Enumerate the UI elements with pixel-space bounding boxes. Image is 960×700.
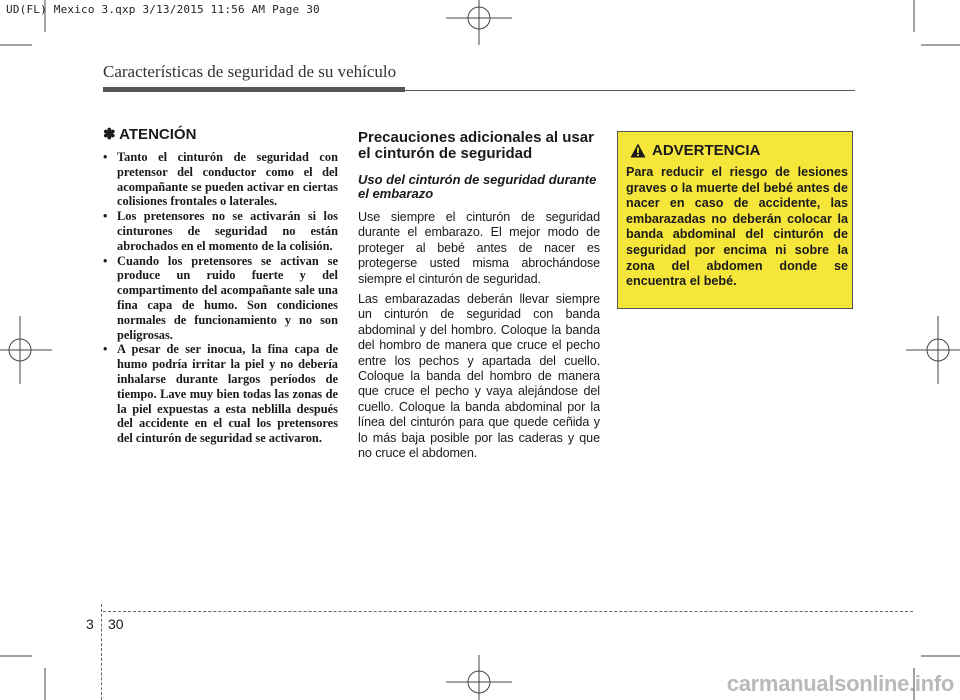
chapter-number: 3: [86, 616, 94, 632]
list-item: • Los pretensores no se activarán si los cinturones de seguridad no están abrochados en el momento de la colisión.: [103, 209, 338, 253]
registration-mark-top: [446, 0, 512, 45]
precautions-section: [358, 130, 600, 467]
precautions-heading: Precauciones adicionales al usar el cinturón de seguridad: [358, 129, 594, 162]
list-item: • Cuando los pretensores se activan se produce un ruido fuerte y del compartimento del acompañante sale una fina capa de humo. Son condiciones normales de funcionamiento y no son peligrosas.: [103, 253, 338, 342]
attention-heading: ✽ ATENCIÓN: [103, 126, 197, 143]
warning-text: Para reducir el riesgo de lesiones graves o la muerte del bebé antes de nacer en caso de accidente, las embarazadas no deberán colocar la banda abdominal del cinturón de seguridad por encima ni sobre la zona del abdomen donde se encuentra el bebé.: [626, 165, 848, 289]
header-rule-accent: [103, 87, 405, 92]
pregnancy-subheading: Uso del cinturón de seguridad durante el embarazo: [358, 172, 597, 201]
footer-separator: [101, 604, 102, 700]
bullet-icon: •: [103, 342, 108, 357]
site-watermark: carmanualsonline.info: [726, 671, 954, 696]
list-item: • A pesar de ser inocua, la fina capa de humo podría irritar la piel y no debería inhalarse durante largos períodos de tiempo. Lave muy bien todas las zonas de la piel expuestas a esta neblilla después del accidente en el cual los pretensores del cinturón de seguridad se activaron.: [103, 342, 338, 446]
footer-rule: [103, 611, 913, 612]
registration-mark-bottom: [446, 655, 512, 700]
registration-mark-right: [906, 316, 960, 384]
list-item: • Tanto el cinturón de seguridad con pretensor del conductor como el del acompañante se pueden activar en ciertas colisiones frontales o laterales.: [103, 150, 338, 209]
bullet-icon: •: [103, 209, 108, 224]
paragraph: Use siempre el cinturón de seguridad durante el embarazo. El mejor modo de proteger al bebé antes de nacer es protegerse usted misma abrochándose siempre el cinturón de seguridad.: [358, 210, 600, 286]
page-number: 30: [108, 616, 124, 632]
warning-triangle-icon: [630, 143, 646, 158]
registration-mark-left: [0, 316, 52, 384]
warning-box: [617, 131, 853, 309]
bullet-icon: •: [103, 253, 108, 268]
section-header-title: Características de seguridad de su vehículo: [103, 62, 397, 81]
paragraph: Las embarazadas deberán llevar siempre un cinturón de seguridad con banda abdominal y del hombro. Coloque la banda del hombro de manera que cruce el pecho entre los pechos y apartada del cuello. Coloque la banda del hombro de manera que cruce el pecho y vaya alejándose del cuello. Coloque la banda abdominal por la línea del cinturón para que quede ceñida y lo más baja posible por las caderas y que no cruce el abdomen.: [358, 292, 600, 461]
warning-title-text: ADVERTENCIA: [652, 142, 761, 159]
attention-section: [103, 126, 338, 446]
print-slug: UD(FL) Mexico 3.qxp 3/13/2015 11:56 AM Page 30: [6, 3, 320, 16]
attention-list: [103, 150, 338, 446]
warning-title: [630, 142, 760, 159]
bullet-icon: •: [103, 150, 108, 164]
